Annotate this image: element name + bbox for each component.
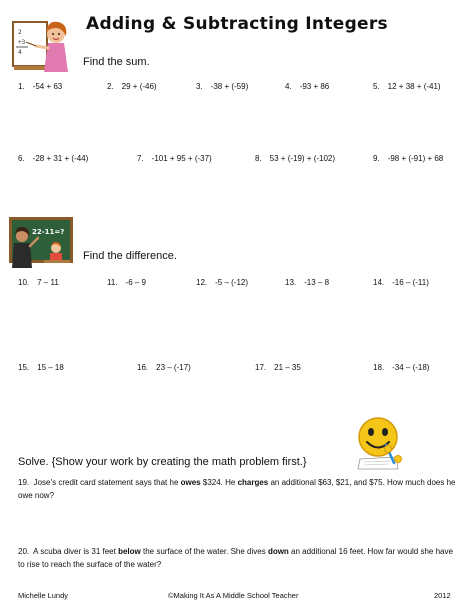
- problem-number: 2.: [107, 82, 114, 91]
- problem-text: -16 – (-11): [392, 278, 429, 287]
- problem-number: 16.: [137, 363, 149, 372]
- problem-number: 19.: [18, 478, 30, 487]
- page-title: Adding & Subtracting Integers: [86, 14, 388, 34]
- problem-number: 17.: [255, 363, 267, 372]
- problem-text: 21 – 35: [274, 363, 301, 372]
- problem-text: 7 – 11: [37, 278, 59, 287]
- problem-text: an additional 16 feet. How far would she have to rise to reach the surface of the water?: [18, 547, 453, 569]
- problem-number: 12.: [196, 278, 208, 287]
- problem-9: [373, 154, 443, 163]
- problem-12: [196, 278, 248, 287]
- keyword-owes: owes: [180, 478, 201, 487]
- keyword-below: below: [118, 547, 141, 556]
- problem-number: 14.: [373, 278, 385, 287]
- problem-1: [18, 82, 62, 91]
- problem-text: 23 – (-17): [156, 363, 191, 372]
- problem-number: 1.: [18, 82, 25, 91]
- problem-number: 13.: [285, 278, 297, 287]
- classroom-chalkboard-image: [8, 216, 74, 270]
- smiley-writing-image: [350, 415, 406, 471]
- problem-4: [285, 82, 329, 91]
- teacher-chalkboard-image: [12, 16, 70, 74]
- keyword-down: down: [267, 547, 289, 556]
- problem-text: -101 + 95 + (-37): [151, 154, 212, 163]
- footer-copyright: ©Making It As A Middle School Teacher: [168, 591, 299, 600]
- problem-text: A scuba diver is 31 feet: [33, 547, 119, 556]
- problem-6: [18, 154, 88, 163]
- problem-14: [373, 278, 429, 287]
- problem-3: [196, 82, 248, 91]
- problem-18: [373, 363, 429, 372]
- problem-text: -28 + 31 + (-44): [32, 154, 89, 163]
- problem-number: 7.: [137, 154, 144, 163]
- problem-text: $324. He: [200, 478, 238, 487]
- problem-text: 12 + 38 + (-41): [387, 82, 441, 91]
- problem-number: 11.: [107, 278, 118, 287]
- problem-16: [137, 363, 191, 372]
- chalkboard-equation: 22-11=?: [32, 228, 65, 236]
- svg-text:+3: +3: [18, 39, 26, 46]
- problem-11: [107, 278, 146, 287]
- problem-text: 29 + (-46): [121, 82, 157, 91]
- problem-8: [255, 154, 335, 163]
- problem-text: -34 – (-18): [392, 363, 430, 372]
- problem-15: [18, 363, 64, 372]
- problem-text: Jose’s credit card statement says that he: [33, 478, 181, 487]
- problem-text: 53 + (-19) + (-102): [269, 154, 336, 163]
- keyword-charges: charges: [237, 478, 269, 487]
- svg-text:4: 4: [18, 49, 22, 56]
- problem-number: 3.: [196, 82, 203, 91]
- problem-text: the surface of the water. She dives: [140, 547, 268, 556]
- problem-text: -5 – (-12): [215, 278, 249, 287]
- problem-17: [255, 363, 301, 372]
- problem-2: [107, 82, 157, 91]
- problem-7: [137, 154, 212, 163]
- problem-text: -93 + 86: [299, 82, 330, 91]
- problem-number: 15.: [18, 363, 30, 372]
- problem-number: 9.: [373, 154, 380, 163]
- word-problem-20: [18, 545, 458, 571]
- problem-13: [285, 278, 329, 287]
- problem-text: -13 – 8: [304, 278, 330, 287]
- problem-text: -6 – 9: [125, 278, 146, 287]
- sum-heading: Find the sum.: [83, 56, 150, 68]
- problem-number: 4.: [285, 82, 292, 91]
- problem-number: 5.: [373, 82, 380, 91]
- svg-text:2: 2: [18, 29, 22, 36]
- problem-text: 15 – 18: [37, 363, 64, 372]
- problem-text: -38 + (-59): [210, 82, 249, 91]
- difference-heading: Find the difference.: [83, 250, 177, 262]
- solve-heading: Solve. {Show your work by creating the math problem first.}: [18, 456, 307, 468]
- problem-10: [18, 278, 59, 287]
- problem-5: [373, 82, 441, 91]
- footer-year: 2012: [434, 591, 451, 600]
- problem-text: -54 + 63: [32, 82, 63, 91]
- problem-number: 20.: [18, 547, 30, 556]
- problem-text: an additional $63, $21, and $75. How much does he owe now?: [18, 478, 456, 500]
- footer-author: Michelle Lundy: [18, 591, 69, 600]
- problem-number: 10.: [18, 278, 30, 287]
- word-problem-19: [18, 476, 458, 502]
- problem-number: 8.: [255, 154, 262, 163]
- problem-number: 18.: [373, 363, 385, 372]
- problem-text: -98 + (-91) + 68: [387, 154, 444, 163]
- problem-number: 6.: [18, 154, 25, 163]
